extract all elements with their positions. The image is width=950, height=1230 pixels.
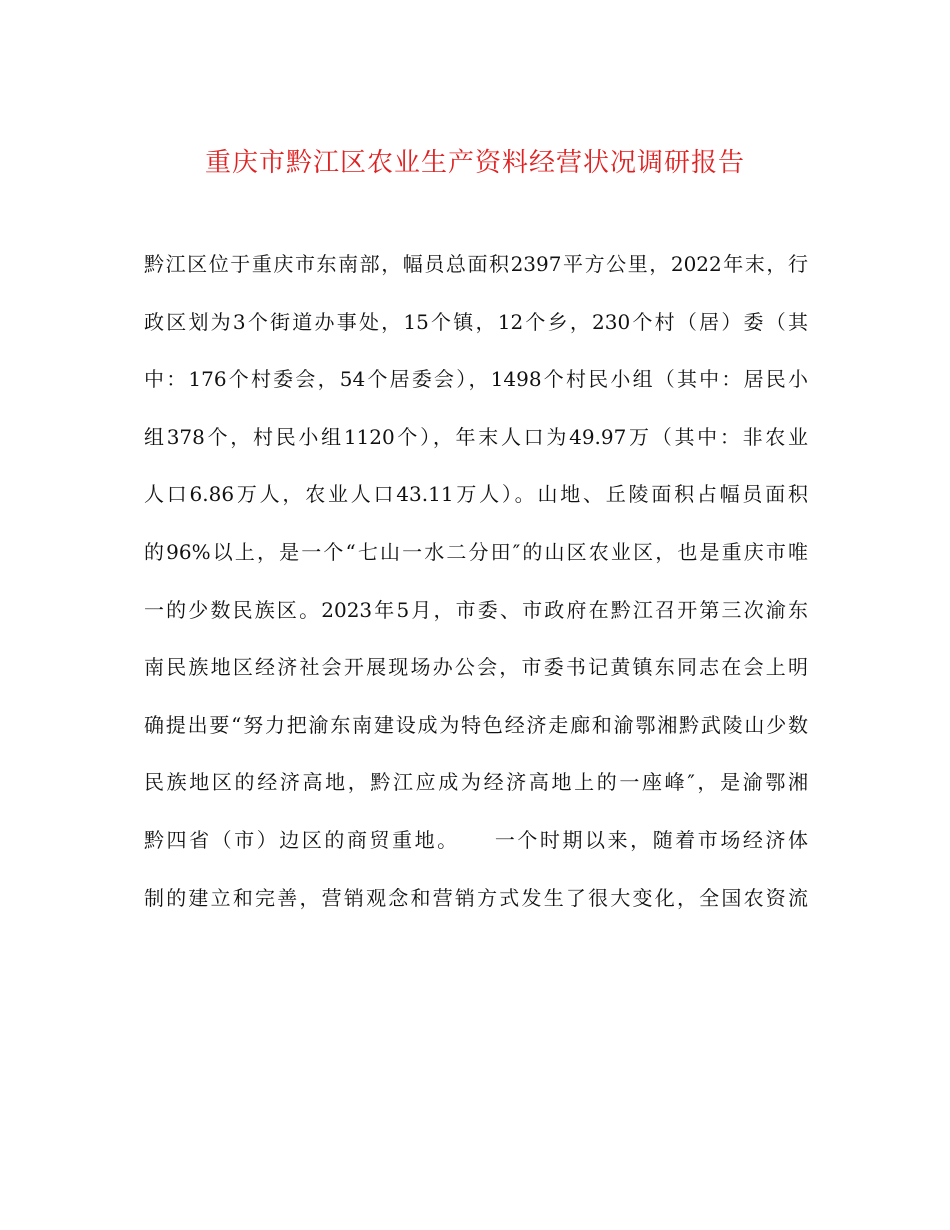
body-line: 组378个，村民小组1120个），年末人口为49.97万（其中：非农业 (144, 424, 808, 449)
body-line: 政区划为3个街道办事处，15个镇，12个乡，230个村（居）委（其 (144, 309, 808, 334)
body-line: 黔四省（市）边区的商贸重地。 一个时期以来，随着市场经济体 (144, 827, 808, 852)
report-body (144, 244, 808, 935)
body-line: 民族地区的经济高地，黔江应成为经济高地上的一座峰″，是渝鄂湘 (144, 770, 808, 795)
body-line: 制的建立和完善，营销观念和营销方式发生了很大变化，全国农资流 (144, 885, 808, 910)
body-line: 的96%以上，是一个“七山一水二分田″的山区农业区，也是重庆市唯 (144, 539, 808, 564)
body-line: 中：176个村委会，54个居委会），1498个村民小组（其中：居民小 (144, 367, 808, 392)
body-line: 一的少数民族区。2023年5月，市委、市政府在黔江召开第三次渝东 (144, 597, 808, 622)
body-line: 黔江区位于重庆市东南部，幅员总面积2397平方公里，2022年末，行 (144, 252, 808, 276)
body-line: 南民族地区经济社会开展现场办公会，市委书记黄镇东同志在会上明 (144, 655, 808, 680)
body-line: 人口6.86万人，农业人口43.11万人）。山地、丘陵面积占幅员面积 (144, 482, 808, 507)
report-title: 重庆市黔江区农业生产资料经营状况调研报告 (204, 148, 745, 178)
body-line: 确提出要“努力把渝东南建设成为特色经济走廊和渝鄂湘黔武陵山少数 (144, 712, 808, 737)
